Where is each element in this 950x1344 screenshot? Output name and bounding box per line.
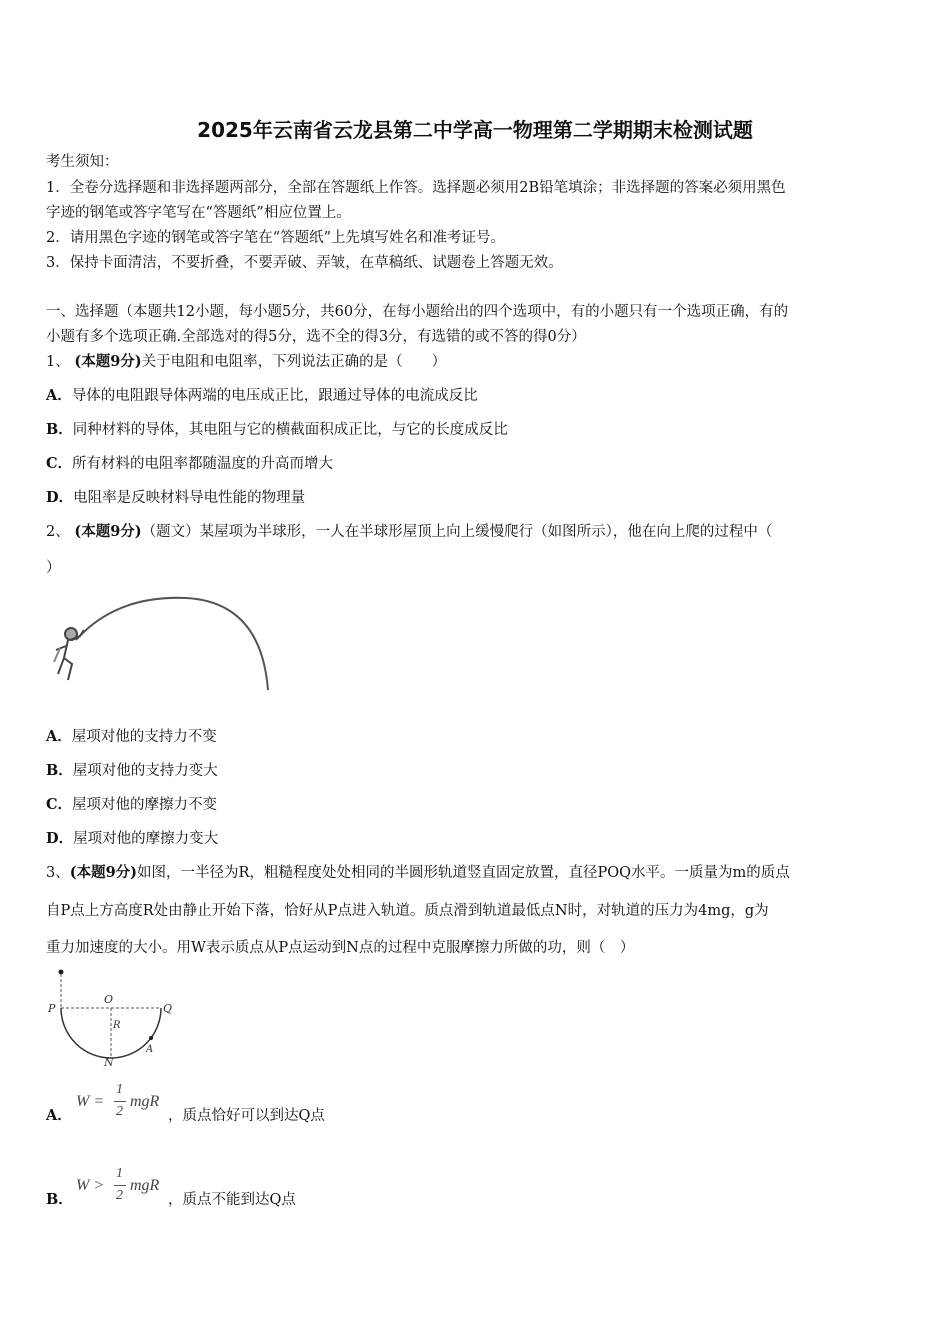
question-text: 关于电阻和电阻率，下列说法正确的是（ ） xyxy=(141,354,447,370)
notice-item: 字迹的钢笔或答字笔写在“答题纸”相应位置上。 xyxy=(46,205,351,221)
question-tag: (本题9分) xyxy=(69,864,138,881)
option-c: C．屋项对他的摩擦力不变 xyxy=(46,796,218,813)
question-text: （题文）某屋项为半球形，一人在半球形屋顶上向上缓慢爬行（如图所示），他在向上爬的过程中（ xyxy=(141,524,773,540)
dome-climber-figure xyxy=(46,590,276,700)
question-tag: (本题9分) xyxy=(74,523,142,540)
label-q: Q xyxy=(163,1002,173,1015)
particle-start-dot xyxy=(59,970,64,975)
label-p: P xyxy=(48,1002,56,1015)
question-text: 如图，一半径为R，粗糙程度处处相同的半圆形轨道竖直固定放置，直径POQ水平。一质量为m的质点 xyxy=(137,865,790,881)
notice-item: 1．全卷分选择题和非选择题两部分，全部在答题纸上作答。选择题必须用2B铅笔填涂；非选择题的答案必须用黑色 xyxy=(46,180,786,196)
option-b: B．同种材料的导体，其电阻与它的横截面积成正比，与它的长度成反比 xyxy=(46,421,508,438)
option-b: B．屋项对他的支持力变大 xyxy=(46,762,218,779)
semicircle-track-figure xyxy=(44,966,184,1066)
question-2-stem xyxy=(46,522,772,542)
option-a: A．导体的电阻跟导体两端的电压成正比，跟通过导体的电流成反比 xyxy=(46,387,478,404)
label-o: O xyxy=(104,993,114,1006)
question-number: 1、 xyxy=(46,354,70,370)
label-n: N xyxy=(104,1056,114,1066)
page-title: 2025年云南省云龙县第二中学高一物理第二学期期末检测试题 xyxy=(197,118,753,142)
question-number: 2、 xyxy=(46,524,70,540)
option-a: A．屋项对他的支持力不变 xyxy=(46,728,217,745)
question-tag: (本题9分) xyxy=(74,353,142,370)
question-3-stem: 自P点上方高度R处由静止开始下落，恰好从P点进入轨道。质点滑到轨道最低点N时，对轨道的压力为4mg，g为 xyxy=(46,903,769,919)
question-2-stem-end: ） xyxy=(46,560,61,576)
notice-heading: 考生须知： xyxy=(46,154,119,170)
question-3-stem: 重力加速度的大小。用W表示质点从P点运动到N点的过程中克服摩擦力所做的功，则（ ） xyxy=(46,940,635,956)
question-3-stem xyxy=(46,863,790,883)
question-number: 3、 xyxy=(46,865,70,881)
label-a: A xyxy=(146,1044,154,1055)
notice-item: 2．请用黑色字迹的钢笔或答字笔在“答题纸”上先填写姓名和准考证号。 xyxy=(46,230,506,246)
climber-icon xyxy=(54,628,84,680)
option-c: C．所有材料的电阻率都随温度的升高而增大 xyxy=(46,455,334,472)
point-a-dot xyxy=(149,1036,153,1040)
option-d: D．电阻率是反映材料导电性能的物理量 xyxy=(46,489,306,506)
option-d: D．屋项对他的摩擦力变大 xyxy=(46,830,219,847)
label-r: R xyxy=(113,1020,121,1031)
notice-item: 3．保持卡面清洁，不要折叠，不要弄破、弄皱，在草稿纸、试题卷上答题无效。 xyxy=(46,255,563,271)
dome-arc xyxy=(76,598,268,690)
section-intro: 小题有多个选项正确.全部选对的得5分，选不全的得3分，有选错的或不答的得0分） xyxy=(46,329,586,345)
question-1-stem xyxy=(46,352,446,372)
section-intro: 一、选择题（本题共12小题，每小题5分，共60分，在每小题给出的四个选项中，有的小题只有一个选项正确，有的 xyxy=(46,304,789,320)
